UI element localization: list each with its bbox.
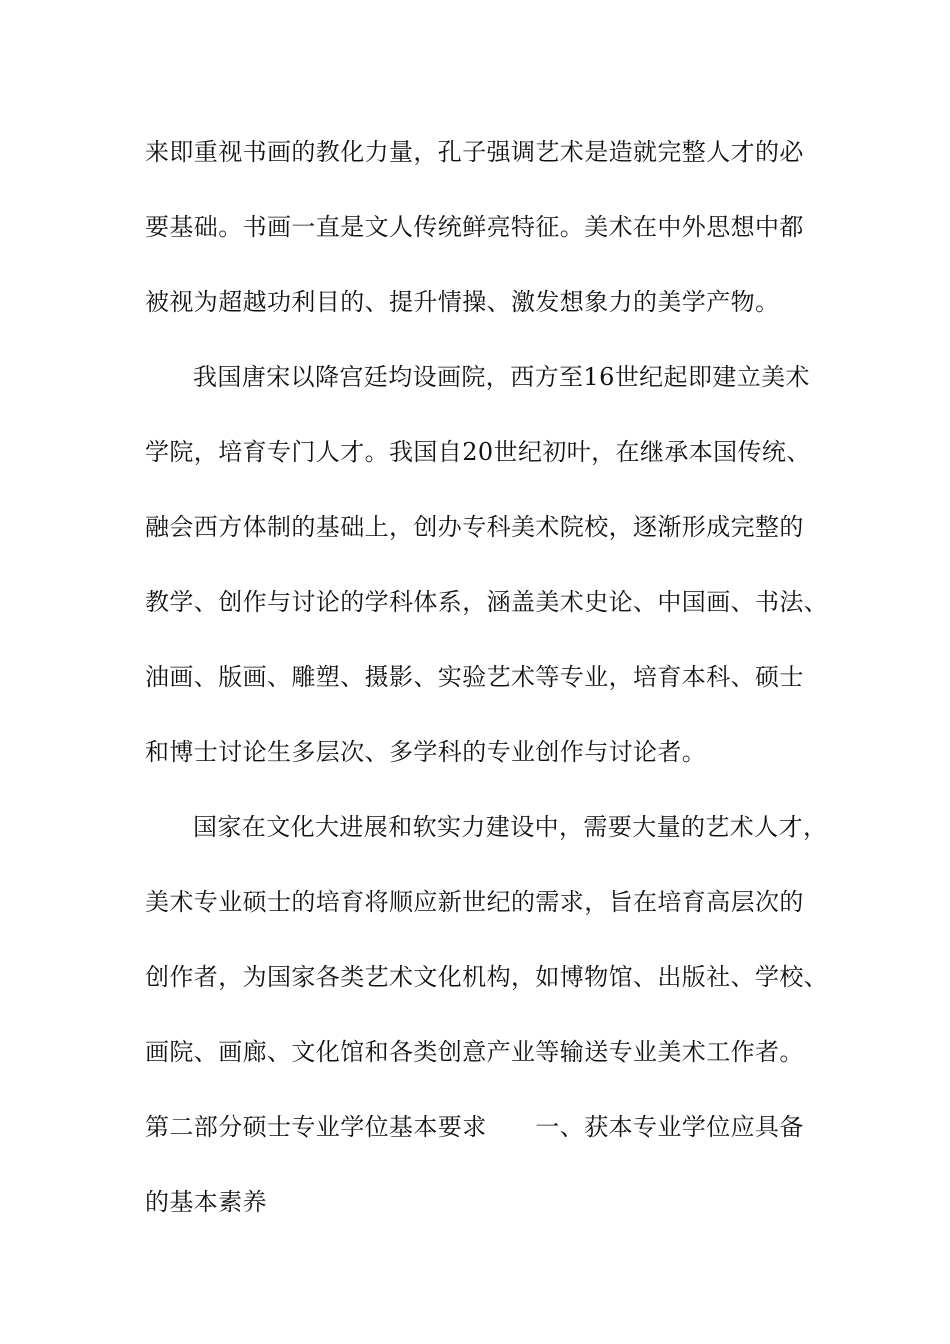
text-line-3: 被视为超越功利目的、提升情操、激发想象力的美学产物。 — [145, 288, 780, 316]
text-line-6: 融会西方体制的基础上，创办专科美术院校，逐渐形成完整的 — [145, 513, 804, 541]
section-heading-line: 第二部分硕士专业学位基本要求 一、获本专业学位应具备 — [145, 1113, 804, 1141]
text-line-1: 来即重视书画的教化力量，孔子强调艺术是造就完整人才的必 — [145, 138, 804, 166]
section-heading-line-continued: 的基本素养 — [145, 1188, 267, 1216]
text-line-2: 要基础。书画一直是文人传统鲜亮特征。美术在中外思想中都 — [145, 213, 804, 241]
text-line-13: 画院、画廊、文化馆和各类创意产业等输送专业美术工作者。 — [145, 1038, 804, 1066]
paragraph-start-line-4: 我国唐宋以降宫廷均设画院，西方至16世纪起即建立美术 — [193, 363, 810, 391]
text-line-5: 学院，培育专门人才。我国自20世纪初叶，在继承本国传统、 — [145, 438, 811, 466]
text-line-8: 油画、版画、雕塑、摄影、实验艺术等专业，培育本科、硕士 — [145, 663, 804, 691]
text-line-12: 创作者，为国家各类艺术文化机构，如博物馆、出版社、学校、 — [145, 963, 829, 991]
text-line-11: 美术专业硕士的培育将顺应新世纪的需求，旨在培育高层次的 — [145, 888, 804, 916]
text-line-7: 教学、创作与讨论的学科体系，涵盖美术史论、中国画、书法、 — [145, 588, 829, 616]
text-line-9: 和博士讨论生多层次、多学科的专业创作与讨论者。 — [145, 738, 707, 766]
paragraph-start-line-10: 国家在文化大进展和软实力建设中，需要大量的艺术人才， — [193, 813, 828, 841]
